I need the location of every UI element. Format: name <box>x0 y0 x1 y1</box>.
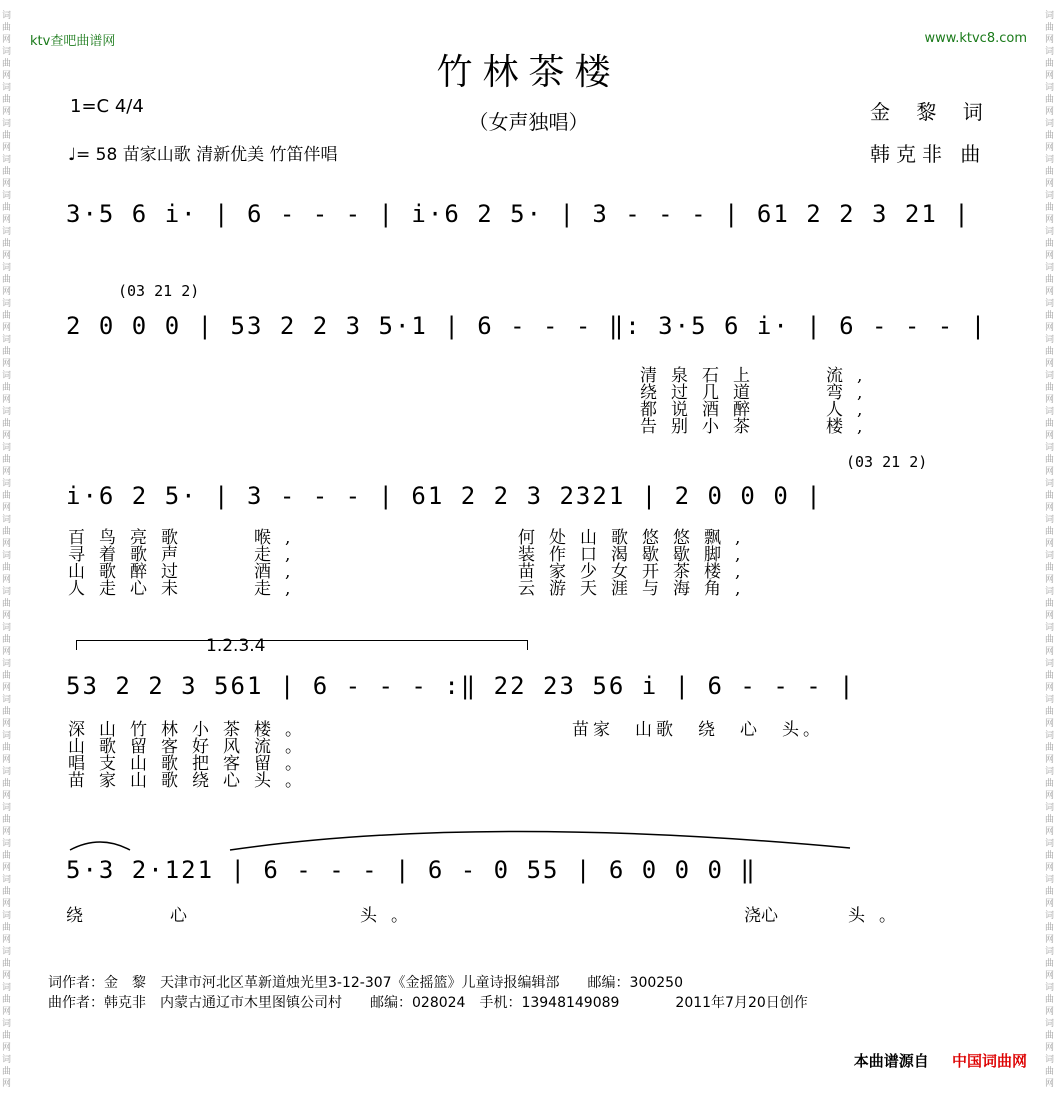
edge-watermark-glyph: 网 <box>1045 395 1055 405</box>
edge-watermark-glyph: 曲 <box>2 59 12 69</box>
edge-watermark-glyph: 网 <box>2 863 12 873</box>
edge-watermark-glyph: 曲 <box>2 455 12 465</box>
edge-watermark-glyph: 词 <box>2 803 12 813</box>
lyric-line: 云游天涯与海角, <box>518 579 755 599</box>
edge-watermark-glyph: 曲 <box>2 815 12 825</box>
edge-watermark-glyph: 曲 <box>2 563 12 573</box>
edge-watermark-glyph: 曲 <box>2 1067 12 1077</box>
edge-watermark-glyph: 词 <box>1045 47 1055 57</box>
edge-watermark-glyph: 曲 <box>1045 167 1055 177</box>
edge-watermark-glyph: 曲 <box>1045 455 1055 465</box>
edge-watermark-glyph: 曲 <box>2 23 12 33</box>
lyrics-block-c-right: 苗家 山歌 绕 心 头。 <box>572 720 824 740</box>
edge-watermark-glyph: 曲 <box>1045 995 1055 1005</box>
lyric-line: 唱支山歌把客留。 <box>68 754 316 774</box>
lyric-line: 深山竹林小茶楼。 <box>68 720 316 740</box>
lyricist: 金 黎 词 <box>870 100 993 124</box>
edge-watermark-glyph: 网 <box>1045 467 1055 477</box>
score-row-2: 2 0 0 0 | 53 2 2 3 5·1 | 6 - - - ‖: 3·5 6 i· | 6 - - - | <box>66 312 988 340</box>
edge-watermark-glyph: 词 <box>2 1055 12 1065</box>
edge-watermark-glyph: 词 <box>2 371 12 381</box>
edge-watermark-glyph: 词 <box>2 155 12 165</box>
edge-watermark-glyph: 词 <box>2 983 12 993</box>
slur-arc <box>60 820 860 860</box>
edge-watermark-glyph: 词 <box>1045 119 1055 129</box>
tempo-marking: ♩= 58 苗家山歌 清新优美 竹笛伴唱 <box>68 145 338 165</box>
edge-watermark-glyph: 词 <box>2 299 12 309</box>
edge-watermark-glyph: 网 <box>2 899 12 909</box>
lyrics-block-b-left <box>68 530 304 598</box>
footer-composer-info: 曲作者：韩克非 内蒙古通辽市木里图镇公司村 邮编：028024 手机：13948149089 2011年7月20日创作 <box>48 995 808 1011</box>
edge-watermark-glyph: 曲 <box>1045 815 1055 825</box>
edge-watermark-glyph: 曲 <box>2 671 12 681</box>
edge-watermark-glyph: 词 <box>2 731 12 741</box>
edge-watermark-glyph: 网 <box>1045 539 1055 549</box>
edge-watermark-glyph: 曲 <box>2 599 12 609</box>
edge-watermark-glyph: 网 <box>2 1007 12 1017</box>
edge-watermark-glyph: 词 <box>1045 731 1055 741</box>
edge-watermark-glyph: 网 <box>2 827 12 837</box>
edge-watermark-glyph: 曲 <box>1045 563 1055 573</box>
edge-watermark-glyph: 网 <box>2 1079 12 1089</box>
edge-watermark-glyph: 网 <box>1045 359 1055 369</box>
lyric-line: 寻着歌声 走, <box>68 545 305 565</box>
edge-watermark-glyph: 词 <box>1045 623 1055 633</box>
edge-watermark-glyph: 词 <box>1045 11 1055 21</box>
composer: 韩克非 曲 <box>870 142 987 166</box>
edge-watermark-glyph: 曲 <box>1045 959 1055 969</box>
edge-watermark-glyph: 词 <box>2 551 12 561</box>
edge-watermark-glyph: 网 <box>2 575 12 585</box>
lyric-line: 山歌醉过 酒, <box>68 562 305 582</box>
edge-watermark-glyph: 网 <box>2 179 12 189</box>
edge-watermark-glyph: 网 <box>1045 899 1055 909</box>
source-brand-link[interactable]: 中国词曲网 <box>951 1052 1027 1070</box>
edge-watermark-glyph: 曲 <box>1045 527 1055 537</box>
edge-watermark-glyph: 词 <box>2 1019 12 1029</box>
edge-watermark-glyph: 曲 <box>1045 311 1055 321</box>
edge-watermark-glyph: 词 <box>1045 227 1055 237</box>
lyric-line: 山歌留客好风流。 <box>68 737 316 757</box>
edge-watermark-glyph: 曲 <box>1045 131 1055 141</box>
edge-watermark-glyph: 曲 <box>2 419 12 429</box>
edge-watermark-glyph: 网 <box>2 683 12 693</box>
edge-watermark-glyph: 网 <box>2 215 12 225</box>
edge-watermark-glyph: 词 <box>1045 515 1055 525</box>
edge-watermark-glyph: 词 <box>1045 911 1055 921</box>
edge-watermark-glyph: 曲 <box>2 635 12 645</box>
lyric-line: 苗家少女开茶楼, <box>518 562 755 582</box>
lyric-word: 心 <box>170 906 201 926</box>
edge-watermark-glyph: 网 <box>2 971 12 981</box>
edge-watermark-glyph: 网 <box>1045 323 1055 333</box>
edge-watermark-glyph: 词 <box>1045 767 1055 777</box>
edge-watermark-glyph: 词 <box>1045 443 1055 453</box>
edge-watermark-glyph: 曲 <box>1045 743 1055 753</box>
watermark-left: ktv查吧曲谱网 <box>30 34 116 49</box>
edge-watermark-glyph: 网 <box>1045 107 1055 117</box>
volta-label: 1.2.3.4 <box>206 636 266 656</box>
lyric-word: 头。 <box>848 906 910 926</box>
edge-watermark-glyph: 词 <box>1045 695 1055 705</box>
subtitle: （女声独唱） <box>468 110 589 134</box>
edge-watermark-glyph: 曲 <box>1045 635 1055 645</box>
edge-watermark-glyph: 词 <box>2 695 12 705</box>
edge-watermark-glyph: 曲 <box>2 311 12 321</box>
edge-watermark-glyph: 词 <box>2 443 12 453</box>
edge-watermark-glyph: 网 <box>2 143 12 153</box>
edge-watermark-glyph: 曲 <box>2 995 12 1005</box>
edge-watermark-glyph: 曲 <box>2 203 12 213</box>
volta-bracket-left <box>76 640 77 650</box>
lyric-word: 绕 <box>66 906 97 926</box>
edge-watermark-glyph: 网 <box>1045 215 1055 225</box>
edge-watermark-glyph: 曲 <box>1045 707 1055 717</box>
edge-watermark-glyph: 曲 <box>1045 599 1055 609</box>
edge-watermark-glyph: 曲 <box>1045 95 1055 105</box>
edge-watermark-glyph: 网 <box>2 323 12 333</box>
edge-watermark-glyph: 曲 <box>1045 347 1055 357</box>
score-row-1: 3·5 6 i· | 6 - - - | i·6 2 5· | 3 - - - | 61 2 2 3 21 | <box>66 200 971 228</box>
edge-watermark-glyph: 曲 <box>2 779 12 789</box>
edge-watermark-glyph: 曲 <box>2 1031 12 1041</box>
score-row-5: 5·3 2·121 | 6 - - - | 6 - 0 55 | 6 0 0 0 ‖ <box>66 856 757 884</box>
edge-watermark-glyph: 词 <box>2 947 12 957</box>
edge-watermark-glyph: 曲 <box>1045 1031 1055 1041</box>
edge-watermark-glyph: 曲 <box>2 131 12 141</box>
edge-watermark-glyph: 网 <box>2 719 12 729</box>
edge-watermark-glyph: 网 <box>1045 35 1055 45</box>
edge-watermark-glyph: 网 <box>1045 71 1055 81</box>
page-title: 竹林茶楼 <box>436 52 621 93</box>
source-credit <box>854 1050 1027 1071</box>
lyric-word: 头。 <box>360 906 422 926</box>
lyric-line: 百鸟亮歌 喉, <box>68 528 305 548</box>
edge-watermark-glyph: 曲 <box>1045 23 1055 33</box>
edge-watermark-glyph: 词 <box>1045 155 1055 165</box>
edge-watermark-glyph: 网 <box>1045 143 1055 153</box>
volta-bracket <box>76 640 528 641</box>
edge-watermark-glyph: 曲 <box>2 491 12 501</box>
edge-watermark-glyph: 曲 <box>1045 671 1055 681</box>
edge-watermark-glyph: 词 <box>1045 803 1055 813</box>
edge-watermark-glyph: 网 <box>1045 251 1055 261</box>
edge-watermark-glyph: 词 <box>2 191 12 201</box>
edge-watermark-glyph: 网 <box>2 467 12 477</box>
edge-watermark-glyph: 网 <box>2 287 12 297</box>
edge-watermark-glyph: 网 <box>1045 971 1055 981</box>
edge-watermark-left <box>0 0 14 1097</box>
edge-watermark-glyph: 网 <box>2 791 12 801</box>
edge-watermark-glyph: 网 <box>2 539 12 549</box>
edge-watermark-glyph: 词 <box>2 11 12 21</box>
edge-watermark-glyph: 网 <box>1045 575 1055 585</box>
edge-watermark-glyph: 词 <box>1045 839 1055 849</box>
edge-watermark-glyph: 词 <box>1045 551 1055 561</box>
edge-watermark-glyph: 词 <box>1045 299 1055 309</box>
edge-watermark-glyph: 曲 <box>2 887 12 897</box>
edge-watermark-glyph: 曲 <box>2 383 12 393</box>
edge-watermark-glyph: 词 <box>2 839 12 849</box>
score-row-3-parenthetical: (03 21 2) <box>846 453 928 471</box>
edge-watermark-glyph: 词 <box>2 335 12 345</box>
edge-watermark-glyph: 曲 <box>1045 923 1055 933</box>
edge-watermark-glyph: 曲 <box>2 743 12 753</box>
edge-watermark-glyph: 曲 <box>2 347 12 357</box>
edge-watermark-glyph: 网 <box>2 611 12 621</box>
edge-watermark-glyph: 词 <box>1045 83 1055 93</box>
edge-watermark-glyph: 曲 <box>1045 779 1055 789</box>
edge-watermark-glyph: 曲 <box>1045 239 1055 249</box>
edge-watermark-glyph: 网 <box>1045 1079 1055 1089</box>
edge-watermark-glyph: 网 <box>1045 755 1055 765</box>
edge-watermark-glyph: 网 <box>1045 287 1055 297</box>
edge-watermark-glyph: 词 <box>2 587 12 597</box>
edge-watermark-glyph: 词 <box>2 407 12 417</box>
lyric-line: 何处山歌悠悠飘, <box>518 528 755 548</box>
edge-watermark-glyph: 网 <box>2 359 12 369</box>
edge-watermark-glyph: 网 <box>1045 1043 1055 1053</box>
edge-watermark-glyph: 曲 <box>1045 419 1055 429</box>
edge-watermark-glyph: 曲 <box>2 923 12 933</box>
source-label: 本曲谱源自 <box>853 1052 929 1070</box>
edge-watermark-glyph: 网 <box>2 251 12 261</box>
score-row-2-parenthetical: (03 21 2) <box>118 282 200 300</box>
edge-watermark-glyph: 曲 <box>2 167 12 177</box>
edge-watermark-glyph: 词 <box>2 623 12 633</box>
edge-watermark-glyph: 词 <box>1045 1019 1055 1029</box>
edge-watermark-glyph: 网 <box>2 647 12 657</box>
edge-watermark-glyph: 曲 <box>2 959 12 969</box>
edge-watermark-glyph: 网 <box>2 71 12 81</box>
edge-watermark-glyph: 网 <box>2 395 12 405</box>
edge-watermark-glyph: 曲 <box>1045 203 1055 213</box>
edge-watermark-glyph: 曲 <box>2 275 12 285</box>
edge-watermark-glyph: 网 <box>2 1043 12 1053</box>
edge-watermark-glyph: 曲 <box>1045 275 1055 285</box>
edge-watermark-glyph: 曲 <box>2 707 12 717</box>
edge-watermark-glyph: 网 <box>1045 431 1055 441</box>
edge-watermark-glyph: 词 <box>2 911 12 921</box>
edge-watermark-glyph: 词 <box>2 659 12 669</box>
edge-watermark-glyph: 网 <box>1045 1007 1055 1017</box>
edge-watermark-glyph: 词 <box>2 875 12 885</box>
edge-watermark-glyph: 词 <box>1045 875 1055 885</box>
edge-watermark-glyph: 网 <box>1045 611 1055 621</box>
edge-watermark-glyph: 词 <box>1045 1055 1055 1065</box>
footer-lyricist-info: 词作者：金 黎 天津市河北区革新道烛光里3-12-307《金摇篮》儿童诗报编辑部 邮编：300250 <box>48 975 683 991</box>
lyrics-block-b-right <box>518 530 754 598</box>
key-signature: 1=C 4/4 <box>70 96 144 117</box>
edge-watermark-glyph: 网 <box>2 35 12 45</box>
edge-watermark-glyph: 词 <box>1045 659 1055 669</box>
edge-watermark-glyph: 网 <box>2 107 12 117</box>
volta-bracket-right <box>527 640 528 650</box>
edge-watermark-glyph: 词 <box>1045 263 1055 273</box>
lyric-line: 装作口渴歇歇脚, <box>518 545 755 565</box>
edge-watermark-glyph: 词 <box>2 227 12 237</box>
lyric-line: 告别小茶 楼, <box>640 417 877 437</box>
edge-watermark-glyph: 曲 <box>2 527 12 537</box>
lyric-word: 浇心 <box>744 906 778 926</box>
edge-watermark-glyph: 词 <box>2 119 12 129</box>
lyric-line: 人走心未 走, <box>68 579 305 599</box>
lyrics-block-a <box>640 368 876 436</box>
edge-watermark-glyph: 网 <box>2 431 12 441</box>
edge-watermark-glyph: 网 <box>1045 647 1055 657</box>
edge-watermark-glyph: 词 <box>1045 479 1055 489</box>
edge-watermark-glyph: 词 <box>1045 407 1055 417</box>
edge-watermark-glyph: 曲 <box>1045 1067 1055 1077</box>
edge-watermark-glyph: 曲 <box>1045 887 1055 897</box>
lyric-line: 都说酒醉 人, <box>640 400 877 420</box>
edge-watermark-glyph: 词 <box>2 263 12 273</box>
edge-watermark-glyph: 网 <box>1045 179 1055 189</box>
edge-watermark-glyph: 曲 <box>2 851 12 861</box>
edge-watermark-glyph: 曲 <box>1045 491 1055 501</box>
lyric-line: 苗家山歌绕心头。 <box>68 771 316 791</box>
edge-watermark-glyph: 曲 <box>2 95 12 105</box>
edge-watermark-glyph: 网 <box>1045 827 1055 837</box>
edge-watermark-glyph: 词 <box>1045 191 1055 201</box>
score-row-3: i·6 2 5· | 3 - - - | 61 2 2 3 2321 | 2 0 0 0 | <box>66 482 823 510</box>
edge-watermark-glyph: 词 <box>1045 371 1055 381</box>
edge-watermark-right <box>1043 0 1057 1097</box>
edge-watermark-glyph: 曲 <box>1045 851 1055 861</box>
lyric-line: 绕过几道 弯, <box>640 383 877 403</box>
edge-watermark-glyph: 词 <box>2 767 12 777</box>
lyrics-block-c <box>68 722 316 790</box>
edge-watermark-glyph: 网 <box>1045 503 1055 513</box>
watermark-right: www.ktvc8.com <box>924 31 1027 46</box>
edge-watermark-glyph: 曲 <box>2 239 12 249</box>
edge-watermark-glyph: 词 <box>2 515 12 525</box>
edge-watermark-glyph: 词 <box>1045 947 1055 957</box>
edge-watermark-glyph: 词 <box>1045 983 1055 993</box>
edge-watermark-glyph: 词 <box>2 479 12 489</box>
edge-watermark-glyph: 网 <box>1045 719 1055 729</box>
edge-watermark-glyph: 网 <box>2 935 12 945</box>
edge-watermark-glyph: 曲 <box>1045 59 1055 69</box>
edge-watermark-glyph: 网 <box>2 503 12 513</box>
edge-watermark-glyph: 曲 <box>1045 383 1055 393</box>
edge-watermark-glyph: 网 <box>1045 683 1055 693</box>
edge-watermark-glyph: 词 <box>2 83 12 93</box>
edge-watermark-glyph: 词 <box>1045 587 1055 597</box>
edge-watermark-glyph: 网 <box>1045 791 1055 801</box>
edge-watermark-glyph: 词 <box>2 47 12 57</box>
edge-watermark-glyph: 词 <box>1045 335 1055 345</box>
score-row-4: 53 2 2 3 561 | 6 - - - :‖ 22 23 56 i | 6 - - - | <box>66 672 856 700</box>
edge-watermark-glyph: 网 <box>2 755 12 765</box>
lyric-line: 清泉石上 流, <box>640 366 877 386</box>
edge-watermark-glyph: 网 <box>1045 935 1055 945</box>
edge-watermark-glyph: 网 <box>1045 863 1055 873</box>
